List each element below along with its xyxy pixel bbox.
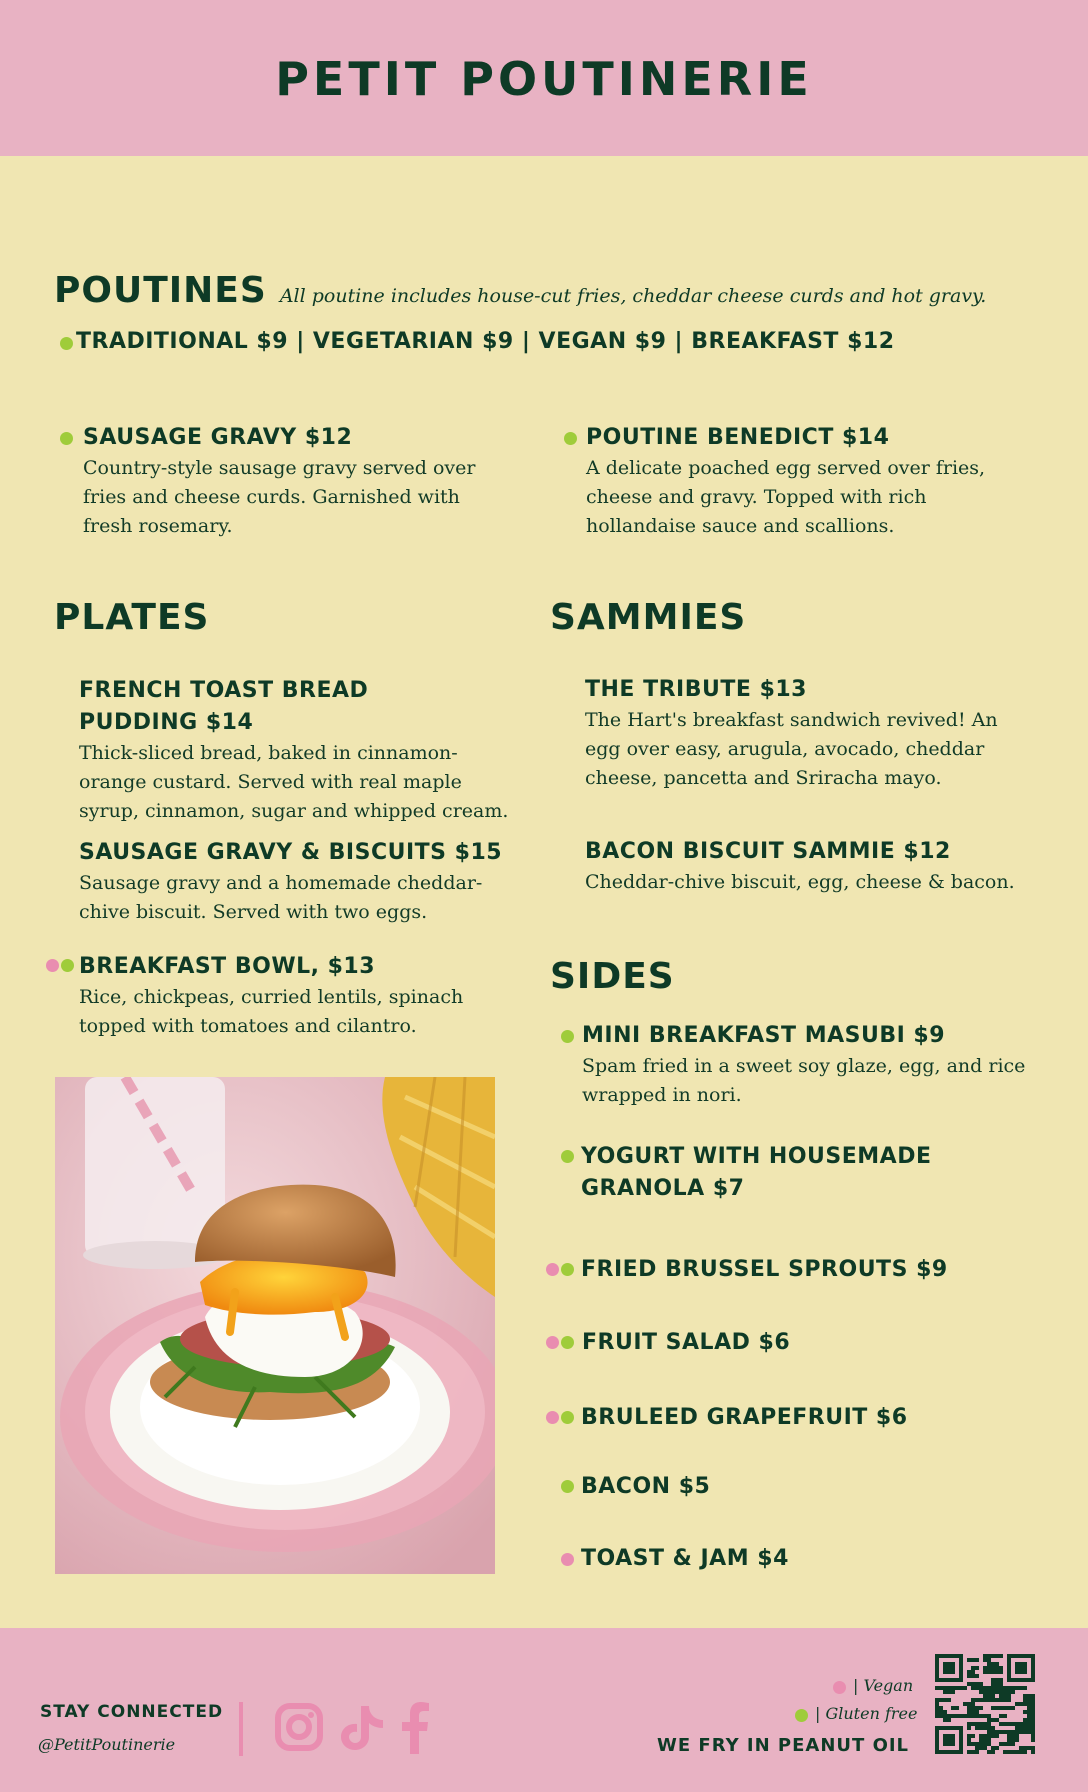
item-title: FRIED BRUSSEL SPROUTS $9 — [581, 1257, 948, 1282]
item-title: BREAKFAST BOWL, $13 — [79, 954, 376, 979]
item-description: Rice, chickpeas, curried lentils, spinach topped with tomatoes and cilantro. — [79, 986, 464, 1037]
item-title: BACON $5 — [581, 1474, 711, 1499]
gluten-free-dot — [564, 432, 577, 445]
poutines-note: All poutine includes house-cut fries, cheddar cheese curds and hot gravy. — [279, 285, 987, 307]
item-description: Sausage gravy and a homemade cheddar-chive biscuit. Served with two eggs. — [79, 872, 483, 923]
item-description: The Hart's breakfast sandwich revived! An egg over easy, arugula, avocado, cheddar cheese, pancetta and Sriracha mayo. — [585, 709, 998, 789]
social-handle: @PetitPoutinerie — [38, 1735, 176, 1754]
item-description: Thick-sliced bread, baked in cinnamon-orange custard. Served with real maple syrup, cinnamon, sugar and whipped cream. — [79, 742, 509, 822]
divider — [239, 1702, 243, 1756]
item-title: BRULEED GRAPEFRUIT $6 — [581, 1405, 908, 1430]
qr-code[interactable] — [935, 1654, 1035, 1754]
gluten-free-dot — [561, 1411, 574, 1424]
gluten-free-dot — [61, 959, 74, 972]
item-title: POUTINE BENEDICT $14 — [586, 425, 890, 450]
item-description: A delicate poached egg served over fries, cheese and gravy. Topped with rich hollandaise sauce and scallions. — [586, 457, 986, 537]
instagram-icon[interactable] — [274, 1702, 324, 1752]
vegan-dot — [561, 1553, 574, 1566]
gluten-free-dot — [561, 1336, 574, 1349]
item-title: MINI BREAKFAST MASUBI $9 — [582, 1023, 946, 1048]
stay-connected-label: STAY CONNECTED — [40, 1702, 224, 1722]
item-description: Spam fried in a sweet soy glaze, egg, and rice wrapped in nori. — [582, 1055, 1026, 1106]
menu-item — [83, 422, 513, 541]
item-title: YOGURT WITH HOUSEMADE GRANOLA $7 — [581, 1144, 932, 1201]
menu-item — [582, 1020, 1042, 1110]
gluten-free-dot — [561, 1263, 574, 1276]
tiktok-icon[interactable] — [339, 1702, 385, 1752]
item-title: SAUSAGE GRAVY & BISCUITS $15 — [79, 840, 503, 865]
menu-item — [586, 422, 1006, 541]
vegan-dot — [46, 959, 59, 972]
menu-item — [585, 836, 1045, 897]
poutine-options: TRADITIONAL $9 | VEGETARIAN $9 | VEGAN $9 | BREAKFAST $12 — [76, 329, 895, 354]
vegan-dot — [546, 1336, 559, 1349]
brand-title: PETIT POUTINERIE — [275, 52, 813, 106]
gluten-free-dot — [561, 1150, 574, 1163]
sammies-title: SAMMIES — [550, 597, 747, 638]
gluten-free-dot — [60, 432, 73, 445]
item-title: FRENCH TOAST BREAD PUDDING $14 — [79, 678, 369, 735]
facebook-icon[interactable] — [401, 1702, 431, 1754]
gluten-free-dot — [795, 1709, 808, 1722]
item-title: TOAST & JAM $4 — [581, 1546, 789, 1571]
peanut-oil-note: WE FRY IN PEANUT OIL — [657, 1735, 910, 1756]
item-title: SAUSAGE GRAVY $12 — [83, 425, 353, 450]
header-banner — [0, 0, 1088, 156]
item-description: Cheddar-chive biscuit, egg, cheese & bacon. — [585, 871, 1015, 893]
vegan-dot — [546, 1263, 559, 1276]
item-description: Country-style sausage gravy served over fries and cheese curds. Garnished with fresh rosemary. — [83, 457, 476, 537]
sandwich-photo — [55, 1077, 495, 1574]
menu-item — [79, 951, 519, 1041]
gluten-free-dot — [561, 1480, 574, 1493]
menu-item — [79, 837, 519, 927]
gluten-free-dot — [561, 1030, 574, 1043]
sides-title: SIDES — [550, 956, 675, 997]
vegan-dot — [546, 1411, 559, 1424]
legend-vegan: | Vegan — [853, 1676, 914, 1695]
gluten-free-dot — [60, 337, 73, 350]
legend-gluten-free: | Gluten free — [815, 1704, 918, 1723]
vegan-dot — [833, 1681, 846, 1694]
poutines-heading-row — [54, 270, 986, 311]
menu-item — [79, 675, 519, 826]
item-title: BACON BISCUIT SAMMIE $12 — [585, 839, 951, 864]
item-title: THE TRIBUTE $13 — [585, 677, 807, 702]
plates-title: PLATES — [54, 597, 210, 638]
poutines-title: POUTINES — [54, 270, 267, 311]
menu-item — [585, 674, 1025, 793]
item-title: FRUIT SALAD $6 — [582, 1330, 791, 1355]
